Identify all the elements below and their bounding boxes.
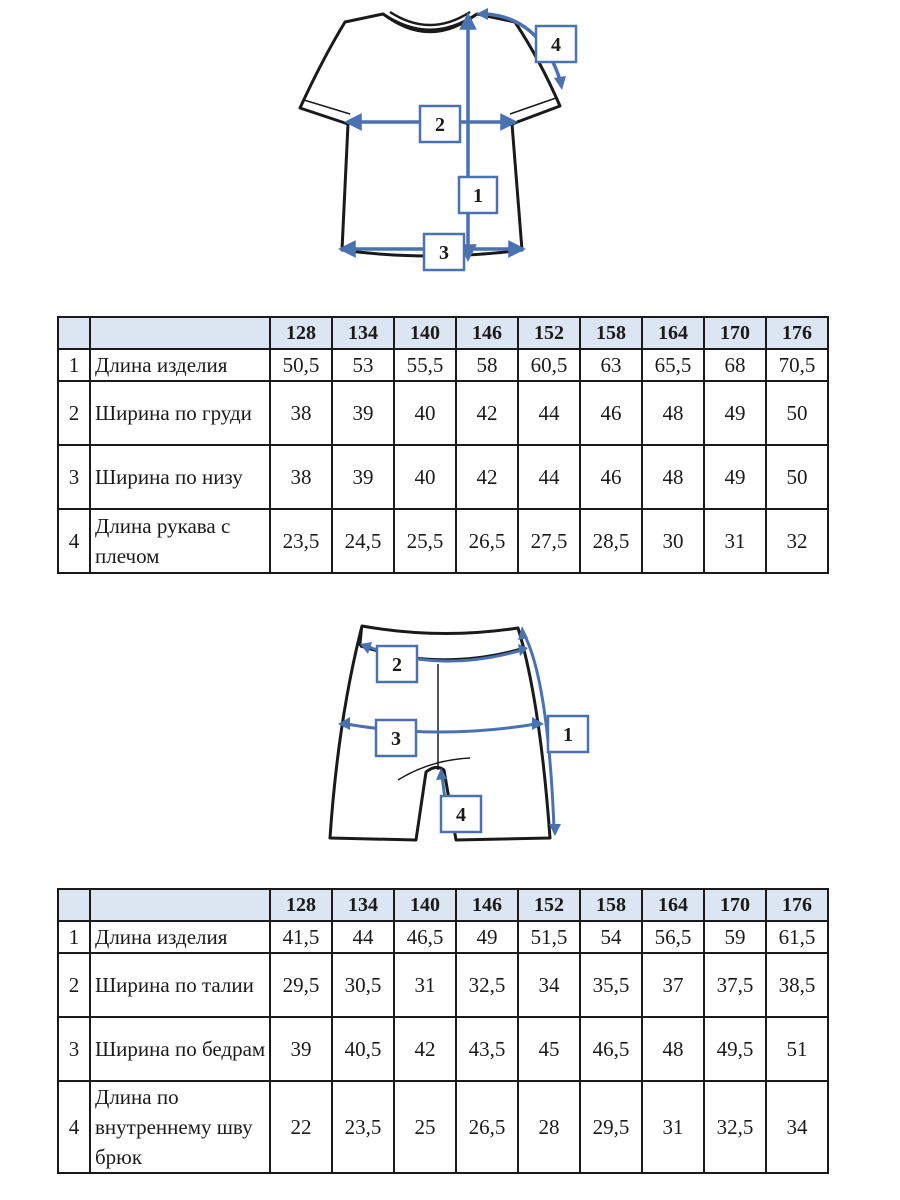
svg-text:1: 1 — [563, 724, 573, 746]
measurement-value: 56,5 — [642, 921, 704, 953]
measurement-value: 46 — [580, 381, 642, 445]
measurement-value: 46,5 — [394, 921, 456, 953]
table-row — [58, 445, 828, 509]
size-header: 152 — [518, 889, 580, 921]
svg-text:3: 3 — [391, 728, 401, 750]
measurement-value: 32 — [766, 509, 828, 573]
marker-badge-2 — [377, 646, 417, 682]
header-empty-cell — [58, 317, 90, 349]
measurement-label: Длина изделия — [90, 921, 270, 953]
measurement-value: 37,5 — [704, 953, 766, 1017]
measurement-value: 28 — [518, 1081, 580, 1173]
svg-text:2: 2 — [435, 114, 445, 136]
row-number: 1 — [58, 921, 90, 953]
svg-text:4: 4 — [551, 34, 561, 56]
measurement-value: 26,5 — [456, 509, 518, 573]
size-header: 128 — [270, 317, 332, 349]
marker-badge-3 — [424, 234, 464, 270]
measurement-value: 61,5 — [766, 921, 828, 953]
measurement-value: 25,5 — [394, 509, 456, 573]
marker-badge-1 — [548, 716, 588, 752]
measurement-value: 35,5 — [580, 953, 642, 1017]
row-number: 3 — [58, 445, 90, 509]
header-empty-cell — [90, 317, 270, 349]
size-header: 164 — [642, 889, 704, 921]
shorts-diagram — [320, 612, 600, 848]
measurement-value: 44 — [518, 381, 580, 445]
size-header: 170 — [704, 889, 766, 921]
measurement-value: 51 — [766, 1017, 828, 1081]
marker-badge-4 — [536, 26, 576, 62]
shorts-size-table — [57, 888, 829, 1174]
table-row — [58, 921, 828, 953]
size-header: 128 — [270, 889, 332, 921]
size-header: 176 — [766, 317, 828, 349]
measurement-value: 40 — [394, 445, 456, 509]
measurement-value: 51,5 — [518, 921, 580, 953]
size-header: 146 — [456, 317, 518, 349]
size-header: 152 — [518, 317, 580, 349]
measurement-value: 38 — [270, 445, 332, 509]
measurement-label: Ширина по груди — [90, 381, 270, 445]
measurement-label: Ширина по талии — [90, 953, 270, 1017]
size-header: 140 — [394, 317, 456, 349]
measurement-value: 44 — [332, 921, 394, 953]
measurement-value: 58 — [456, 349, 518, 381]
measurement-value: 45 — [518, 1017, 580, 1081]
measurement-value: 40 — [394, 381, 456, 445]
measurement-value: 48 — [642, 445, 704, 509]
measurement-value: 44 — [518, 445, 580, 509]
measurement-value: 59 — [704, 921, 766, 953]
table-row — [58, 381, 828, 445]
measurement-value: 29,5 — [270, 953, 332, 1017]
measurement-value: 49 — [456, 921, 518, 953]
measurement-value: 30,5 — [332, 953, 394, 1017]
measurement-label: Ширина по низу — [90, 445, 270, 509]
header-empty-cell — [90, 889, 270, 921]
size-header: 134 — [332, 889, 394, 921]
measurement-value: 22 — [270, 1081, 332, 1173]
measurement-value: 23,5 — [270, 509, 332, 573]
marker-badge-3 — [376, 720, 416, 756]
measurement-value: 48 — [642, 1017, 704, 1081]
table-row — [58, 509, 828, 573]
measurement-value: 32,5 — [704, 1081, 766, 1173]
measurement-value: 31 — [704, 509, 766, 573]
table-row — [58, 953, 828, 1017]
measurement-value: 32,5 — [456, 953, 518, 1017]
size-header: 146 — [456, 889, 518, 921]
measurement-label: Длина по внутреннему шву брюк — [90, 1081, 270, 1173]
measurement-value: 42 — [456, 381, 518, 445]
measurement-value: 30 — [642, 509, 704, 573]
measurement-value: 23,5 — [332, 1081, 394, 1173]
measurement-value: 68 — [704, 349, 766, 381]
measurement-value: 50,5 — [270, 349, 332, 381]
tshirt-size-table — [57, 316, 829, 574]
row-number: 4 — [58, 1081, 90, 1173]
measurement-value: 54 — [580, 921, 642, 953]
measurement-label: Длина рукава с плечом — [90, 509, 270, 573]
row-number: 2 — [58, 953, 90, 1017]
tshirt-diagram — [280, 0, 600, 280]
measurement-value: 34 — [518, 953, 580, 1017]
size-header: 158 — [580, 889, 642, 921]
marker-badge-2 — [420, 106, 460, 142]
measurement-value: 65,5 — [642, 349, 704, 381]
measurement-label: Ширина по бедрам — [90, 1017, 270, 1081]
size-header: 164 — [642, 317, 704, 349]
measurement-value: 31 — [394, 953, 456, 1017]
measurement-value: 60,5 — [518, 349, 580, 381]
measurement-value: 42 — [456, 445, 518, 509]
measurement-value: 39 — [270, 1017, 332, 1081]
table-row — [58, 349, 828, 381]
marker-badge-1 — [459, 177, 497, 213]
header-empty-cell — [58, 889, 90, 921]
measurement-value: 50 — [766, 381, 828, 445]
measurement-value: 38,5 — [766, 953, 828, 1017]
measurement-value: 43,5 — [456, 1017, 518, 1081]
measurement-value: 49 — [704, 445, 766, 509]
row-number: 1 — [58, 349, 90, 381]
measurement-value: 26,5 — [456, 1081, 518, 1173]
measurement-value: 39 — [332, 445, 394, 509]
measurement-value: 31 — [642, 1081, 704, 1173]
table-header-row — [58, 317, 828, 349]
table-row — [58, 1017, 828, 1081]
measurement-value: 48 — [642, 381, 704, 445]
svg-text:2: 2 — [392, 654, 402, 676]
svg-text:1: 1 — [473, 185, 483, 207]
size-header: 134 — [332, 317, 394, 349]
measurement-value: 46,5 — [580, 1017, 642, 1081]
size-header: 140 — [394, 889, 456, 921]
size-header: 170 — [704, 317, 766, 349]
measurement-value: 29,5 — [580, 1081, 642, 1173]
measurement-value: 25 — [394, 1081, 456, 1173]
measurement-value: 38 — [270, 381, 332, 445]
measurement-value: 42 — [394, 1017, 456, 1081]
measurement-value: 40,5 — [332, 1017, 394, 1081]
measurement-value: 27,5 — [518, 509, 580, 573]
row-number: 2 — [58, 381, 90, 445]
measurement-value: 34 — [766, 1081, 828, 1173]
measurement-value: 39 — [332, 381, 394, 445]
row-number: 3 — [58, 1017, 90, 1081]
measurement-value: 50 — [766, 445, 828, 509]
row-number: 4 — [58, 509, 90, 573]
measurement-value: 53 — [332, 349, 394, 381]
measurement-value: 24,5 — [332, 509, 394, 573]
measurement-value: 49 — [704, 381, 766, 445]
table-header-row — [58, 889, 828, 921]
measurement-value: 63 — [580, 349, 642, 381]
measurement-value: 37 — [642, 953, 704, 1017]
svg-text:3: 3 — [439, 242, 449, 264]
measurement-value: 28,5 — [580, 509, 642, 573]
svg-text:4: 4 — [456, 804, 466, 826]
measurement-value: 41,5 — [270, 921, 332, 953]
size-header: 158 — [580, 317, 642, 349]
measurement-value: 49,5 — [704, 1017, 766, 1081]
measurement-value: 70,5 — [766, 349, 828, 381]
size-header: 176 — [766, 889, 828, 921]
measurement-label: Длина изделия — [90, 349, 270, 381]
marker-badge-4 — [441, 796, 481, 832]
table-row — [58, 1081, 828, 1173]
measurement-value: 55,5 — [394, 349, 456, 381]
measurement-value: 46 — [580, 445, 642, 509]
